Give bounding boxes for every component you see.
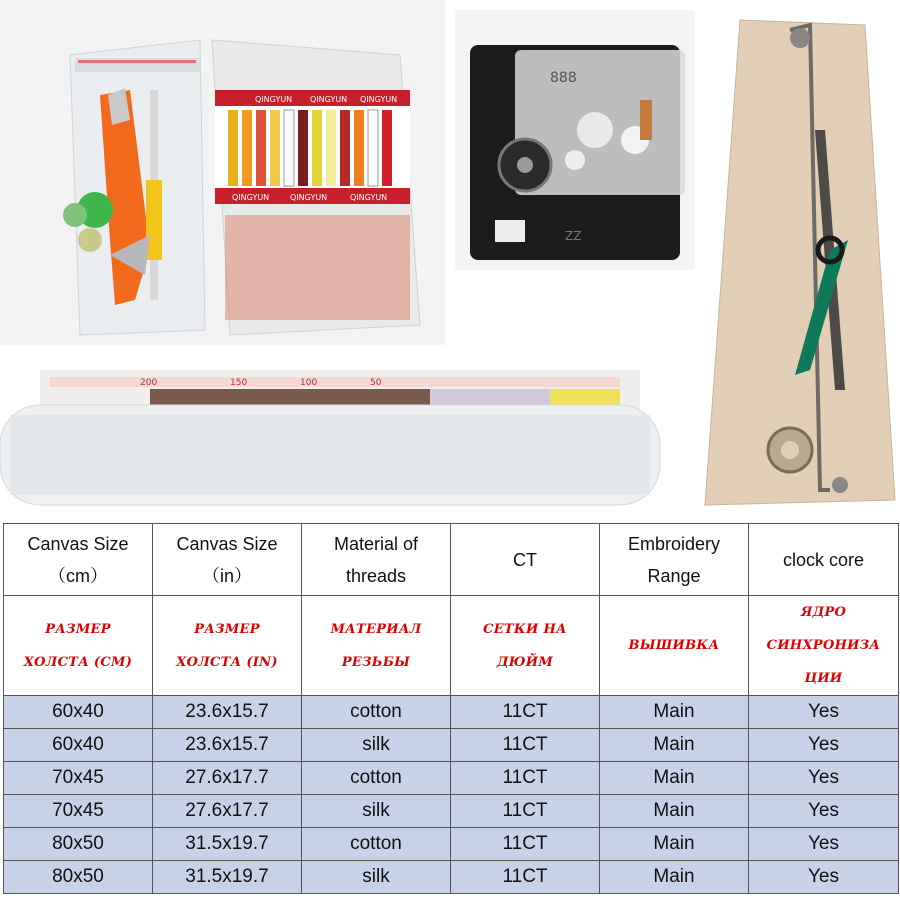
movement-mark: 888 — [550, 70, 577, 86]
clock-movement-photo — [455, 10, 695, 270]
cell-ct: 11CT — [451, 828, 600, 861]
band-text-5: QINGYUN — [290, 193, 328, 202]
ruler-mark-3: 100 — [300, 378, 318, 388]
ru-header-embroidery: ВЫШИВКА — [600, 596, 749, 696]
table-row — [4, 861, 899, 894]
canvas-roll-photo — [0, 365, 690, 510]
header-embroidery: Embroidery Range — [600, 524, 749, 596]
header-material: Material of threads — [302, 524, 451, 596]
table-row — [4, 795, 899, 828]
cell-ct: 11CT — [451, 762, 600, 795]
cell-clock-core: Yes — [749, 828, 899, 861]
cell-ct: 11CT — [451, 696, 600, 729]
cell-canvas-cm: 70x45 — [4, 795, 153, 828]
cell-embroidery: Main — [600, 696, 749, 729]
ru-header-clock-core: ЯДРО СИНХРОНИЗА ЦИИ — [749, 596, 899, 696]
cell-clock-core: Yes — [749, 762, 899, 795]
cell-material: silk — [302, 861, 451, 894]
header-canvas-cm: Canvas Size （cm） — [4, 524, 153, 596]
cell-canvas-in: 31.5x19.7 — [153, 861, 302, 894]
table-row — [4, 828, 899, 861]
cell-canvas-in: 23.6x15.7 — [153, 696, 302, 729]
russian-header-row — [4, 596, 899, 696]
band-text-3: QINGYUN — [360, 95, 398, 104]
cell-embroidery: Main — [600, 762, 749, 795]
cell-embroidery: Main — [600, 729, 749, 762]
band-text-6: QINGYUN — [350, 193, 388, 202]
cell-canvas-cm: 80x50 — [4, 828, 153, 861]
header-row — [4, 524, 899, 596]
cell-canvas-in: 23.6x15.7 — [153, 729, 302, 762]
cell-ct: 11CT — [451, 795, 600, 828]
tools-bag — [63, 40, 205, 335]
table-row — [4, 762, 899, 795]
cell-material: silk — [302, 729, 451, 762]
threads-bag — [212, 40, 420, 335]
ru-header-canvas-in: РАЗМЕР ХОЛСТА (IN) — [153, 596, 302, 696]
ru-header-material: МАТЕРИАЛ РЕЗЬБЫ — [302, 596, 451, 696]
spec-table — [3, 523, 899, 894]
ruler-mark-4: 50 — [370, 378, 382, 388]
cell-ct: 11CT — [451, 729, 600, 762]
table-row — [4, 729, 899, 762]
cell-canvas-cm: 80x50 — [4, 861, 153, 894]
tools-and-threads-photo — [0, 0, 445, 345]
cell-clock-core: Yes — [749, 861, 899, 894]
cell-clock-core: Yes — [749, 729, 899, 762]
cell-canvas-in: 31.5x19.7 — [153, 828, 302, 861]
band-text-1: QINGYUN — [255, 95, 293, 104]
cell-canvas-in: 27.6x17.7 — [153, 762, 302, 795]
cell-material: silk — [302, 795, 451, 828]
ru-header-ct: СЕТКИ НА ДЮЙМ — [451, 596, 600, 696]
cell-embroidery: Main — [600, 828, 749, 861]
header-clock-core: clock core — [749, 524, 899, 596]
header-ct: CT — [451, 524, 600, 596]
table-row — [4, 696, 899, 729]
cell-clock-core: Yes — [749, 696, 899, 729]
cell-canvas-cm: 70x45 — [4, 762, 153, 795]
cell-embroidery: Main — [600, 861, 749, 894]
header-canvas-in: Canvas Size （in） — [153, 524, 302, 596]
clock-hands-photo — [700, 10, 900, 510]
cell-clock-core: Yes — [749, 795, 899, 828]
band-text-4: QINGYUN — [232, 193, 270, 202]
ruler-mark-2: 150 — [230, 378, 248, 388]
cell-canvas-cm: 60x40 — [4, 729, 153, 762]
cell-canvas-cm: 60x40 — [4, 696, 153, 729]
cell-material: cotton — [302, 696, 451, 729]
cell-material: cotton — [302, 828, 451, 861]
movement-mark-2: ZZ — [565, 229, 582, 243]
cell-canvas-in: 27.6x17.7 — [153, 795, 302, 828]
cell-embroidery: Main — [600, 795, 749, 828]
ru-header-canvas-cm: РАЗМЕР ХОЛСТА (СМ) — [4, 596, 153, 696]
ruler-mark-1: 200 — [140, 378, 158, 388]
cell-ct: 11CT — [451, 861, 600, 894]
band-text-2: QINGYUN — [310, 95, 348, 104]
cell-material: cotton — [302, 762, 451, 795]
